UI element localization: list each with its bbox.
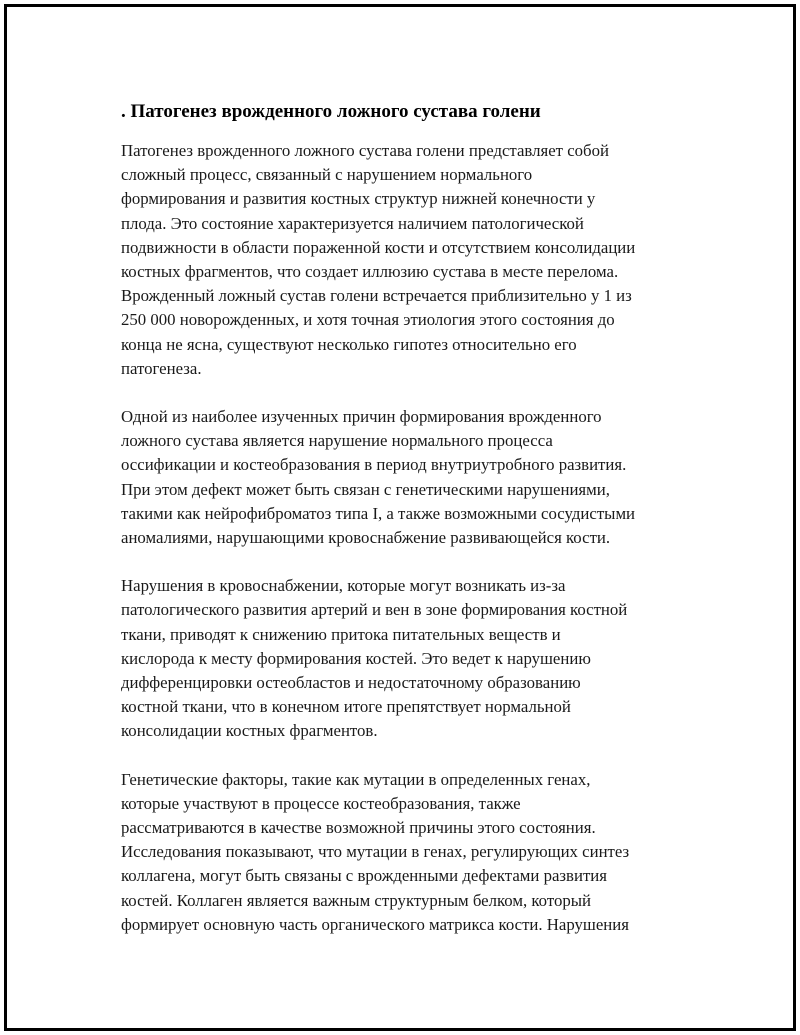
text-line: костной ткани, что в конечном итоге препятствует нормальной bbox=[121, 697, 571, 717]
text-line: дифференцировки остеобластов и недостаточному образованию bbox=[121, 673, 581, 693]
text-line: такими как нейрофиброматоз типа I, а также возможными сосудистыми bbox=[121, 503, 636, 523]
text-line: ложного сустава является нарушение нормального процесса bbox=[121, 431, 553, 451]
text-line: 250 000 новорожденных, и хотя точная этиология этого состояния до bbox=[121, 310, 615, 330]
text-line: конца не ясна, существуют несколько гипотез относительно его bbox=[121, 334, 577, 354]
text-line: рассматриваются в качестве возможной причины этого состояния. bbox=[121, 818, 596, 838]
text-line: Исследования показывают, что мутации в генах, регулирующих синтез bbox=[121, 842, 630, 862]
document-page bbox=[4, 4, 796, 1031]
text-line: Патогенез врожденного ложного сустава голени представляет собой bbox=[121, 141, 609, 160]
text-line: сложный процесс, связанный с нарушением нормального bbox=[121, 165, 533, 185]
text-line: костных фрагментов, что создает иллюзию сустава в месте перелома. bbox=[121, 262, 619, 282]
text-line: патогенеза. bbox=[121, 358, 202, 378]
text-line: формирования и развития костных структур нижней конечности у bbox=[121, 189, 596, 209]
paragraph-3 bbox=[121, 574, 696, 743]
text-line: Нарушения в кровоснабжении, которые могут возникать из-за bbox=[121, 576, 566, 596]
text-line: патологического развития артерий и вен в зоне формирования костной bbox=[121, 600, 628, 620]
text-line: ткани, приводят к снижению притока питательных веществ и bbox=[121, 624, 561, 644]
text-line: Одной из наиболее изученных причин формирования врожденного bbox=[121, 407, 602, 427]
paragraph-2 bbox=[121, 405, 696, 550]
text-line: плода. Это состояние характеризуется наличием патологической bbox=[121, 213, 584, 233]
text-line: Генетические факторы, такие как мутации в определенных генах, bbox=[121, 769, 591, 789]
text-line: консолидации костных фрагментов. bbox=[121, 721, 378, 741]
text-line: коллагена, могут быть связаны с врожденными дефектами развития bbox=[121, 866, 607, 886]
text-line: аномалиями, нарушающими кровоснабжение развивающейся кости. bbox=[121, 528, 611, 548]
text-line: костей. Коллаген является важным структурным белком, который bbox=[121, 890, 591, 910]
text-line: которые участвуют в процессе костеобразования, также bbox=[121, 793, 521, 813]
text-line: кислорода к месту формирования костей. Это ведет к нарушению bbox=[121, 648, 591, 668]
paragraph-4 bbox=[121, 768, 696, 937]
text-line: оссификации и костеобразования в период внутриутробного развития. bbox=[121, 455, 627, 475]
paragraph-1 bbox=[121, 139, 696, 381]
document-body bbox=[121, 99, 696, 961]
text-line: подвижности в области пораженной кости и отсутствием консолидации bbox=[121, 237, 636, 257]
text-line: формирует основную часть органического матрикса кости. Нарушения bbox=[121, 914, 629, 934]
section-heading: . Патогенез врожденного ложного сустава голени bbox=[121, 101, 541, 122]
text-line: Врожденный ложный сустав голени встречается приблизительно у 1 из bbox=[121, 286, 632, 306]
text-line: При этом дефект может быть связан с генетическими нарушениями, bbox=[121, 479, 610, 499]
